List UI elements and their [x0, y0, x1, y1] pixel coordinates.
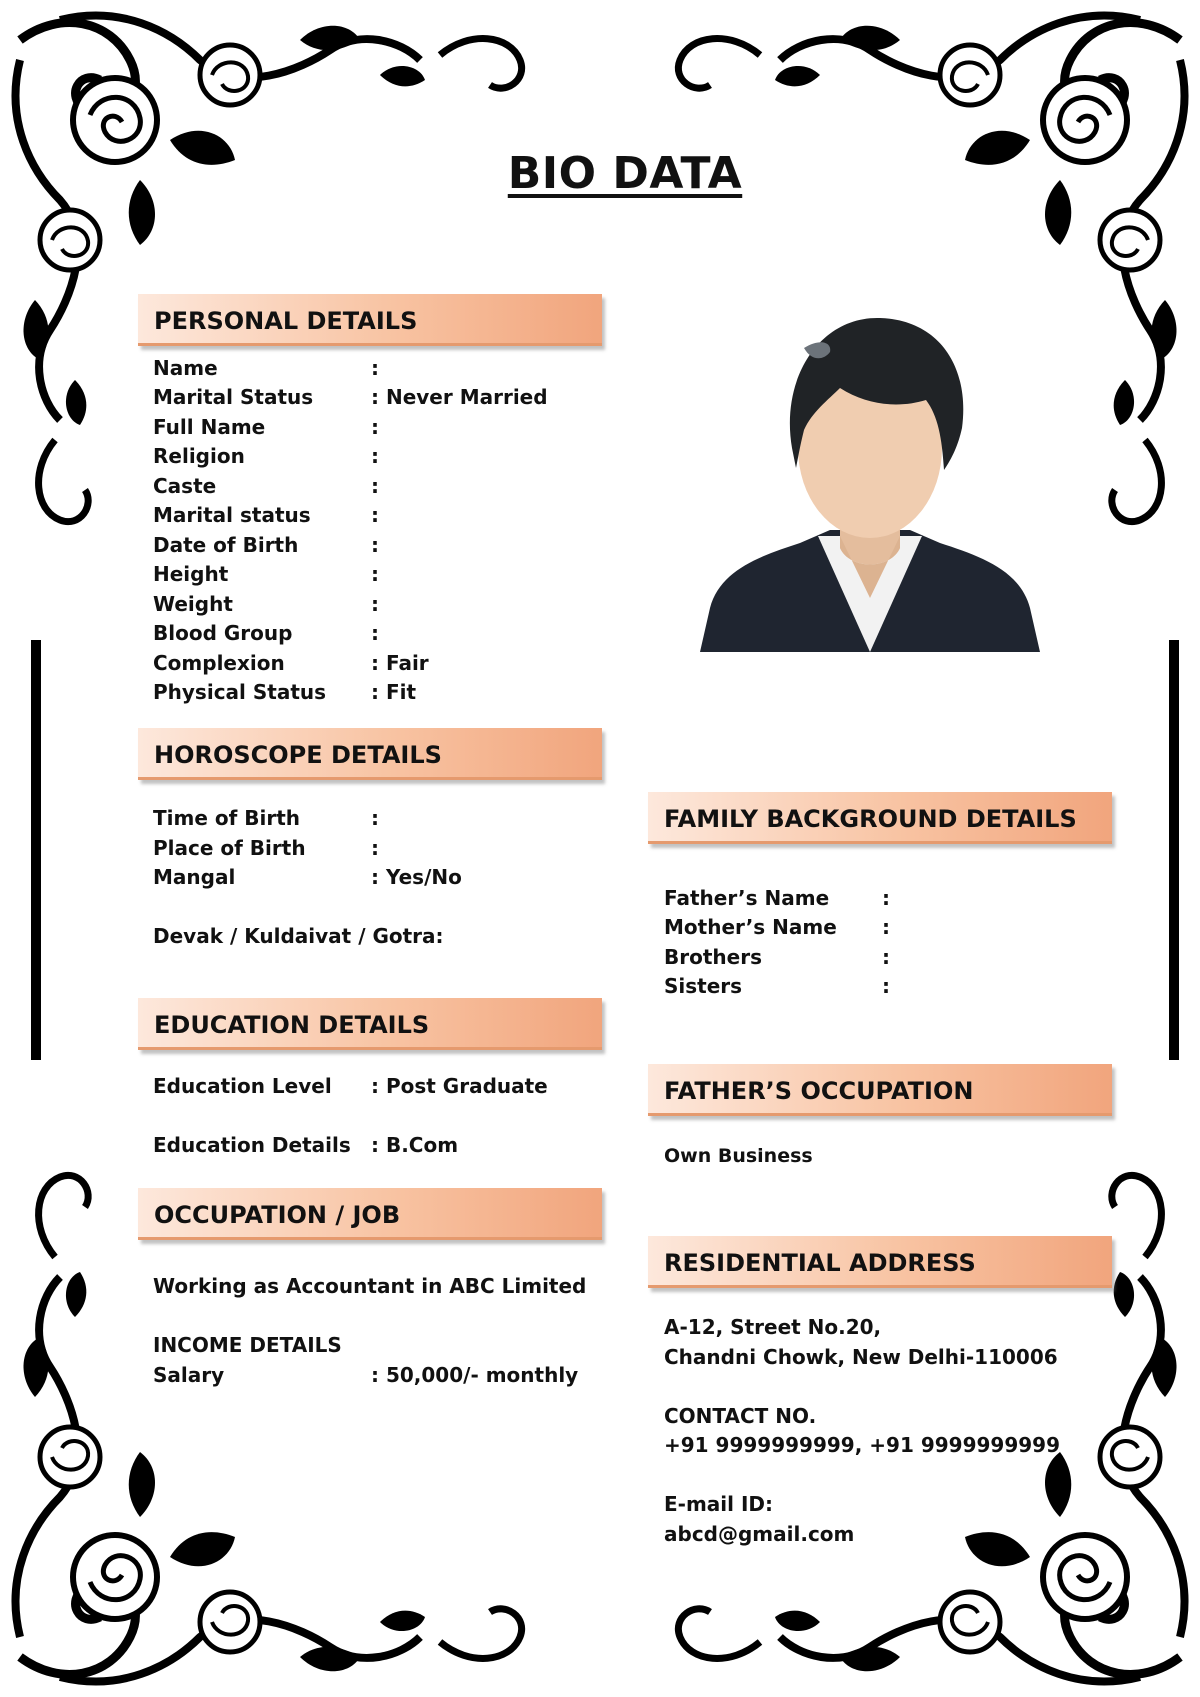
- family-background-heading: FAMILY BACKGROUND DETAILS: [648, 792, 1112, 844]
- job-description: Working as Accountant in ABC Limited: [153, 1274, 587, 1298]
- row-value: :: [882, 945, 890, 969]
- row-label: Blood Group: [153, 621, 293, 645]
- personal-details-heading: PERSONAL DETAILS: [138, 294, 602, 346]
- gotra-line: Devak / Kuldaivat / Gotra:: [153, 924, 444, 948]
- residential-address-heading: RESIDENTIAL ADDRESS: [648, 1236, 1112, 1288]
- row-value: :: [882, 886, 890, 910]
- row-value: : B.Com: [371, 1133, 459, 1157]
- row-label: Brothers: [664, 945, 762, 969]
- row-label: Place of Birth: [153, 836, 306, 860]
- row-value: :: [371, 592, 379, 616]
- row-label: Marital Status: [153, 385, 314, 409]
- row-value: : 50,000/- monthly: [371, 1363, 579, 1387]
- row-value: :: [371, 562, 379, 586]
- row-value: :: [371, 621, 379, 645]
- row-label: Date of Birth: [153, 533, 299, 557]
- row-label: Marital status: [153, 503, 311, 527]
- row-value: : Yes/No: [371, 865, 462, 889]
- row-value: :: [371, 474, 379, 498]
- user-avatar-icon: [700, 308, 1040, 652]
- row-value: : Never Married: [371, 385, 548, 409]
- row-value: :: [882, 974, 890, 998]
- row-label: Father’s Name: [664, 886, 830, 910]
- row-value: :: [371, 836, 379, 860]
- fathers-occupation-heading: FATHER’S OCCUPATION: [648, 1064, 1112, 1116]
- contact-numbers: +91 9999999999, +91 9999999999: [664, 1433, 1060, 1457]
- row-value: :: [371, 806, 379, 830]
- row-value: :: [371, 415, 379, 439]
- row-label: Education Level: [153, 1074, 332, 1098]
- row-label: Mangal: [153, 865, 236, 889]
- fathers-occupation-value: Own Business: [664, 1145, 813, 1167]
- row-label: Height: [153, 562, 229, 586]
- income-details-heading: INCOME DETAILS: [153, 1333, 342, 1357]
- row-label: Mother’s Name: [664, 915, 837, 939]
- row-label: Complexion: [153, 651, 285, 675]
- row-label: Name: [153, 356, 218, 380]
- row-label: Education Details: [153, 1133, 351, 1157]
- row-label: Full Name: [153, 415, 266, 439]
- row-value: :: [371, 533, 379, 557]
- row-value: :: [371, 444, 379, 468]
- occupation-heading: OCCUPATION / JOB: [138, 1188, 602, 1240]
- row-value: :: [371, 503, 379, 527]
- row-label: Salary: [153, 1363, 225, 1387]
- email-address: abcd@gmail.com: [664, 1522, 855, 1546]
- row-value: : Fit: [371, 680, 417, 704]
- row-label: Sisters: [664, 974, 743, 998]
- contact-heading: CONTACT NO.: [664, 1404, 817, 1428]
- address-line-1: A-12, Street No.20,: [664, 1315, 882, 1339]
- horoscope-details-heading: HOROSCOPE DETAILS: [138, 728, 602, 780]
- row-value: :: [371, 356, 379, 380]
- page-title: BIO DATA: [507, 148, 743, 199]
- row-value: : Fair: [371, 651, 429, 675]
- address-line-2: Chandni Chowk, New Delhi-110006: [664, 1345, 1058, 1369]
- row-label: Time of Birth: [153, 806, 301, 830]
- row-label: Weight: [153, 592, 233, 616]
- education-details-heading: EDUCATION DETAILS: [138, 998, 602, 1050]
- row-value: :: [882, 915, 890, 939]
- row-label: Religion: [153, 444, 245, 468]
- email-heading: E-mail ID:: [664, 1492, 774, 1516]
- row-label: Physical Status: [153, 680, 327, 704]
- row-label: Caste: [153, 474, 217, 498]
- row-value: : Post Graduate: [371, 1074, 548, 1098]
